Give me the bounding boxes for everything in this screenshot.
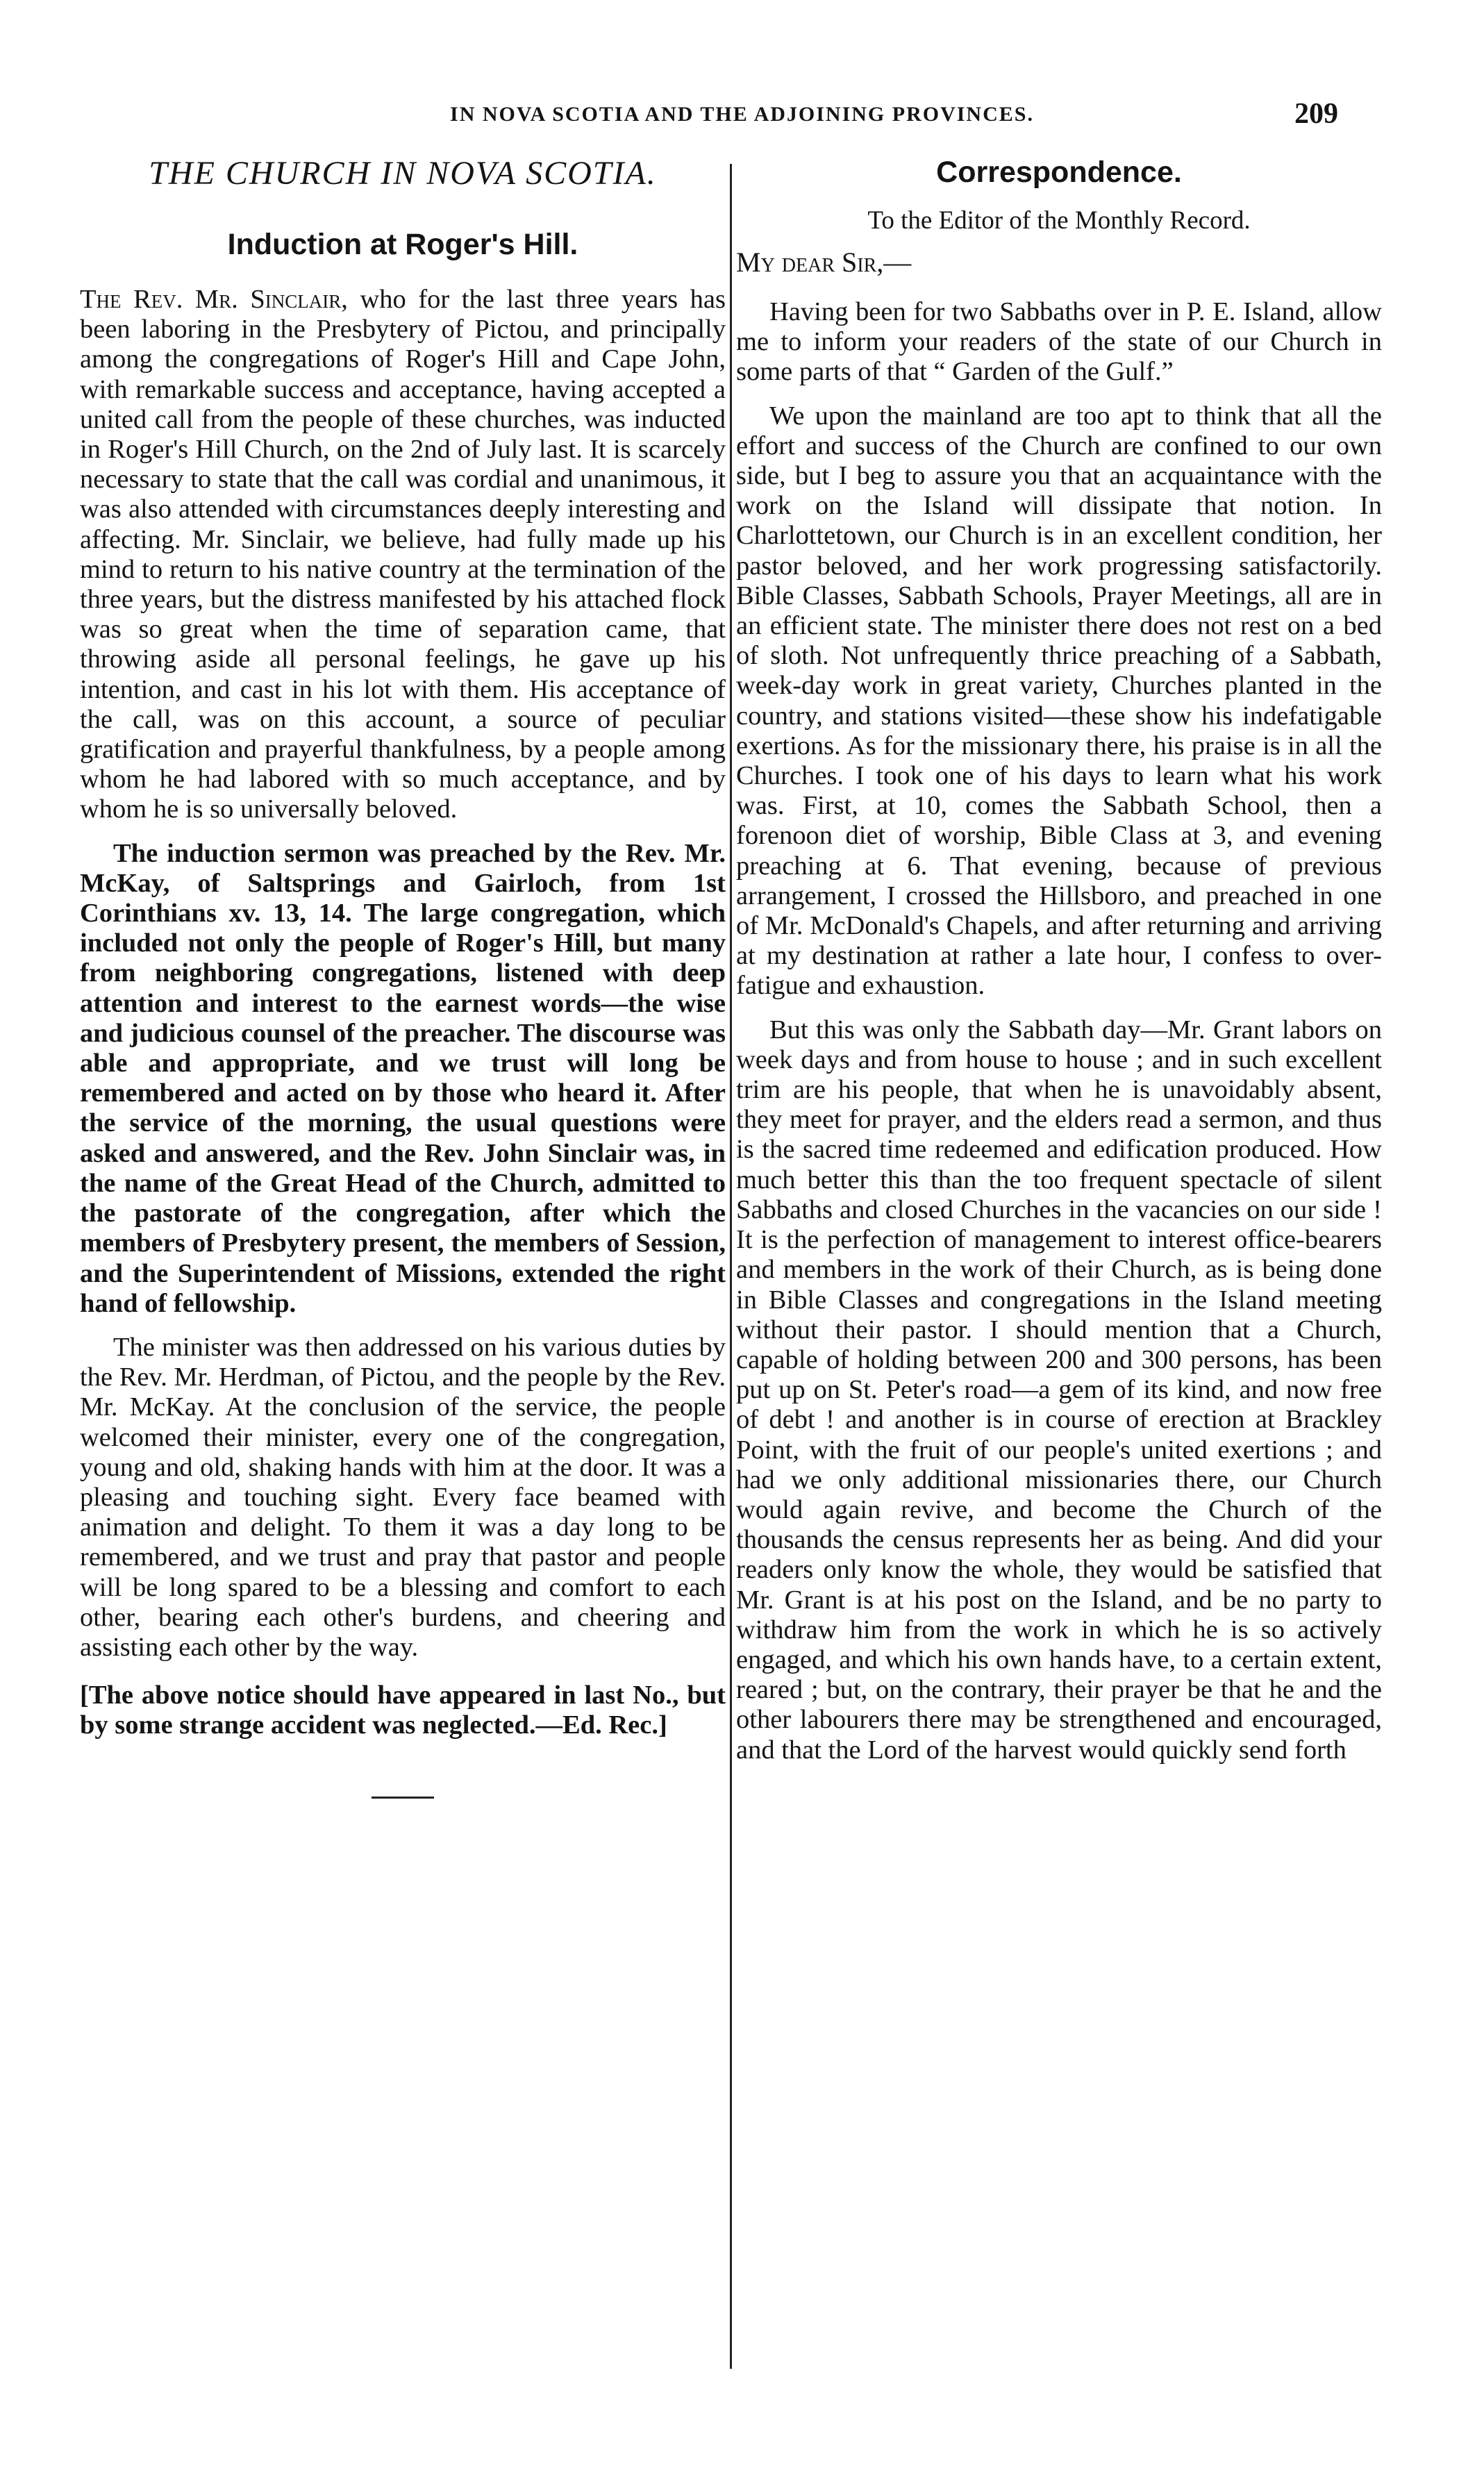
letter-paragraph-3: But this was only the Sabbath day—Mr. Grant labors on week days and from house to house ; and in such excellent trim are his people, that when he is unavoidably absent, they meet for prayer, and the elders read a sermon, and thus is the sacred time redeemed and edification produced. How much better this than the too frequent spectacle of silent Sabbaths and closed Churches in the vacancies on our side ! It is the perfection of management to interest office-bearers and members in the work of their Church, as is being done in Bible Classes and congregations in the Island meeting without their pastor. I should mention that a Church, capable of holding between 200 and 300 persons, has been put up on St. Peter's road—a gem of its kind, and now free of debt ! and another is in course of erection at Brackley Point, with the fruit of our people's united exertions ; and had we only additional missionaries there, our Church would again revive, and become the Church of the thousands the census represents her as being. And did your readers only know the whole, they would be satisfied that Mr. Grant is at his post on the Island, and be no party to withdraw him from the work in which he is so actively engaged, and which his own hands have, to a certain extent, reared ; but, on the contrary, their prayer be that he and the other labourers there may be strengthened and encouraged, and that the Lord of the harvest would quickly send forth: [736, 1015, 1382, 1765]
letter-salutation: My dear Sir,—: [736, 247, 912, 278]
article-paragraph-1: [80, 285, 726, 825]
editor-note: [The above notice should have appeared in last No., but by some strange accident was neglected.—Ed. Rec.]: [80, 1681, 726, 1740]
letter-address: To the Editor of the Monthly Record.: [867, 206, 1251, 235]
section-title: THE CHURCH IN NOVA SCOTIA.: [149, 155, 657, 192]
right-column: [736, 154, 1382, 1765]
running-title: IN NOVA SCOTIA AND THE ADJOINING PROVINCES.: [450, 103, 1034, 126]
running-head: [0, 97, 1484, 132]
article-title: Induction at Roger's Hill.: [227, 228, 578, 261]
paragraph-lead: The Rev. Mr. Sinclair,: [80, 285, 348, 314]
letter-paragraph-2: We upon the mainland are too apt to think that all the effort and success of the Church are confined to our own side, but I beg to assure you that an acquaintance with the work on the Island will dissipate that notion. In Charlottetown, our Church is in an excellent condition, her pastor beloved, and her work progressing satisfactorily. Bible Classes, Sabbath Schools, Prayer Meetings, all are in an efficient state. The minister there does not rest on a bed of sloth. Not unfrequently thrice preaching of a Sabbath, week-day work in great variety, Churches planted in the country, and stations visited—these show his indefatigable exertions. As for the missionary there, his praise is in all the Churches. I took one of his days to learn what his work was. First, at 10, comes the Sabbath School, then a forenoon diet of worship, Bible Class at 3, and evening preaching at 6. That evening, because of previous arrangement, I crossed the Hillsboro, and preached in one of Mr. McDonald's Chapels, and after returning and arriving at my destination at rather a late hour, I confess to over-fatigue and exhaustion.: [736, 401, 1382, 1001]
column-divider: [730, 164, 732, 2369]
page-number: 209: [1294, 98, 1338, 130]
paragraph-body: who for the last three years has been laboring in the Presbytery of Pictou, and principally among the congregations of Roger's Hill and Cape John, with remarkable success and acceptance, having accepted a united call from the people of these churches, was inducted in Roger's Hill Church, on the 2nd of July last. It is scarcely necessary to state that the call was cordial and unanimous, it was also attended with circumstances deeply interesting and affecting. Mr. Sinclair, we believe, had fully made up his mind to return to his native country at the termination of the three years, but the distress manifested by his attached flock was so great when the time of separation came, that throwing aside all personal feelings, he gave up his intention, and cast in his lot with them. His acceptance of the call, was on this account, a source of peculiar gratification and prayerful thankfulness, by a people among whom he had labored with so much acceptance, and by whom he is so universally beloved.: [80, 285, 726, 824]
article-paragraph-2: The induction sermon was preached by the Rev. Mr. McKay, of Saltsprings and Gairloch, from 1st Corinthians xv. 13, 14. The large congregation, which included not only the people of Roger's Hill, but many from neighboring congregations, listened with deep attention and interest to the earnest words—the wise and judicious counsel of the preacher. The discourse was able and appropriate, and we trust will long be remembered and acted on by those who heard it. After the service of the morning, the usual questions were asked and answered, and the Rev. John Sinclair was, in the name of the Great Head of the Church, admitted to the pastorate of the congregation, after which the members of Presbytery present, the members of Session, and the Superintendent of Missions, extended the right hand of fellowship.: [80, 838, 726, 1318]
article-paragraph-3: The minister was then addressed on his various duties by the Rev. Mr. Herdman, of Pictou, and the people by the Rev. Mr. McKay. At the conclusion of the service, the people welcomed their minister, every one of the congregation, young and old, shaking hands with him at the door. It was a pleasing and touching sight. Every face beamed with animation and delight. To them it was a day long to be remembered, and we trust and pray that pastor and people will be long spared to be a blessing and comfort to each other, bearing each other's burdens, and cheering and assisting each other by the way.: [80, 1332, 726, 1662]
left-column: [80, 154, 726, 1799]
correspondence-title: Correspondence.: [936, 156, 1182, 189]
letter-paragraph-1: Having been for two Sabbaths over in P. E. Island, allow me to inform your readers of the state of our Church in some parts of that “ Garden of the Gulf.”: [736, 297, 1382, 387]
section-divider-rule: [372, 1797, 434, 1799]
